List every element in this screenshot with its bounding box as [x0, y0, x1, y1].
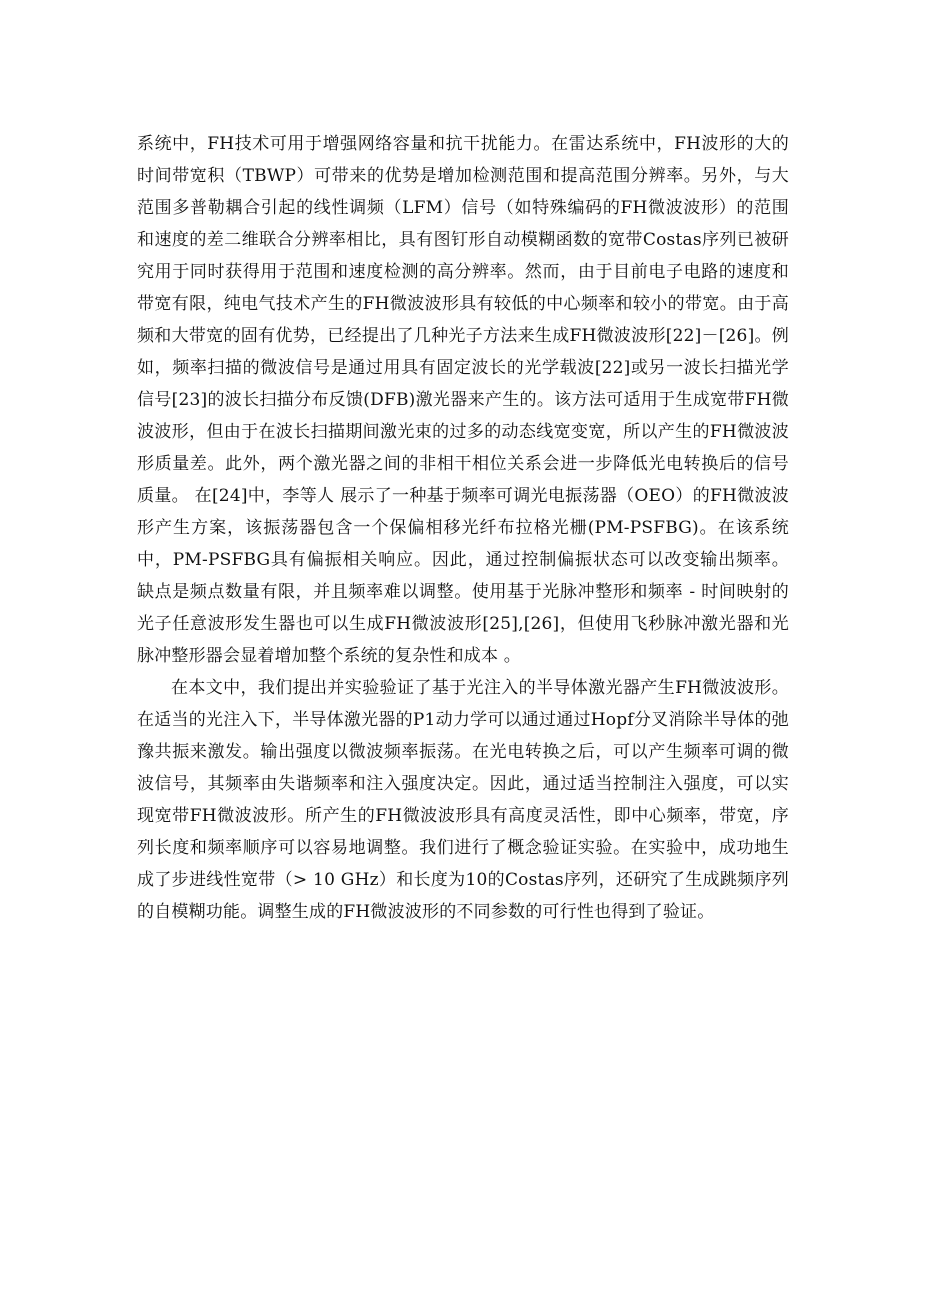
body-text [137, 128, 789, 928]
paragraph-continued: 系统中，FH技术可用于增强网络容量和抗干扰能力。在雷达系统中，FH波形的大的时间带宽积（TBWP）可带来的优势是增加检测范围和提高范围分辨率。另外，与大范围多普勒耦合引起的线性调频（LFM）信号（如特殊编码的FH微波波形）的范围和速度的差二维联合分辨率相比，具有图钉形自动模糊函数的宽带Costas序列已被研究用于同时获得用于范围和速度检测的高分辨率。然而，由于目前电子电路的速度和带宽有限，纯电气技术产生的FH微波波形具有较低的中心频率和较小的带宽。由于高频和大带宽的固有优势，已经提出了几种光子方法来生成FH微波波形[22]－[26]。例如，频率扫描的微波信号是通过用具有固定波长的光学载波[22]或另一波长扫描光学信号[23]的波长扫描分布反馈(DFB)激光器来产生的。该方法可适用于生成宽带FH微波波形，但由于在波长扫描期间激光束的过多的动态线宽变宽，所以产生的FH微波波形质量差。此外，两个激光器之间的非相干相位关系会进一步降低光电转换后的信号质量。 在[24]中，李等人 展示了一种基于频率可调光电振荡器（OEO）的FH微波波形产生方案，该振荡器包含一个保偏相移光纤布拉格光栅(PM-PSFBG)。在该系统中，PM-PSFBG具有偏振相关响应。因此，通过控制偏振状态可以改变输出频率。 缺点是频点数量有限，并且频率难以调整。使用基于光脉冲整形和频率 - 时间映射的光子任意波形发生器也可以生成FH微波波形[25],[26]，但使用飞秒脉冲激光器和光脉冲整形器会显着增加整个系统的复杂性和成本 。 [137, 134, 789, 666]
paragraph-this-paper: 在本文中，我们提出并实验验证了基于光注入的半导体激光器产生FH微波波形。在适当的光注入下，半导体激光器的P1动力学可以通过通过Hopf分叉消除半导体的弛豫共振来激发。输出强度以微波频率振荡。在光电转换之后，可以产生频率可调的微波信号，其频率由失谐频率和注入强度决定。因此，通过适当控制注入强度，可以实现宽带FH微波波形。所产生的FH微波波形具有高度灵活性，即中心频率，带宽，序列长度和频率顺序可以容易地调整。我们进行了概念验证实验。在实验中，成功地生成了步进线性宽带（> 10 GHz）和长度为10的Costas序列，还研究了生成跳频序列的自模糊功能。调整生成的FH微波波形的不同参数的可行性也得到了验证。 [137, 678, 789, 922]
